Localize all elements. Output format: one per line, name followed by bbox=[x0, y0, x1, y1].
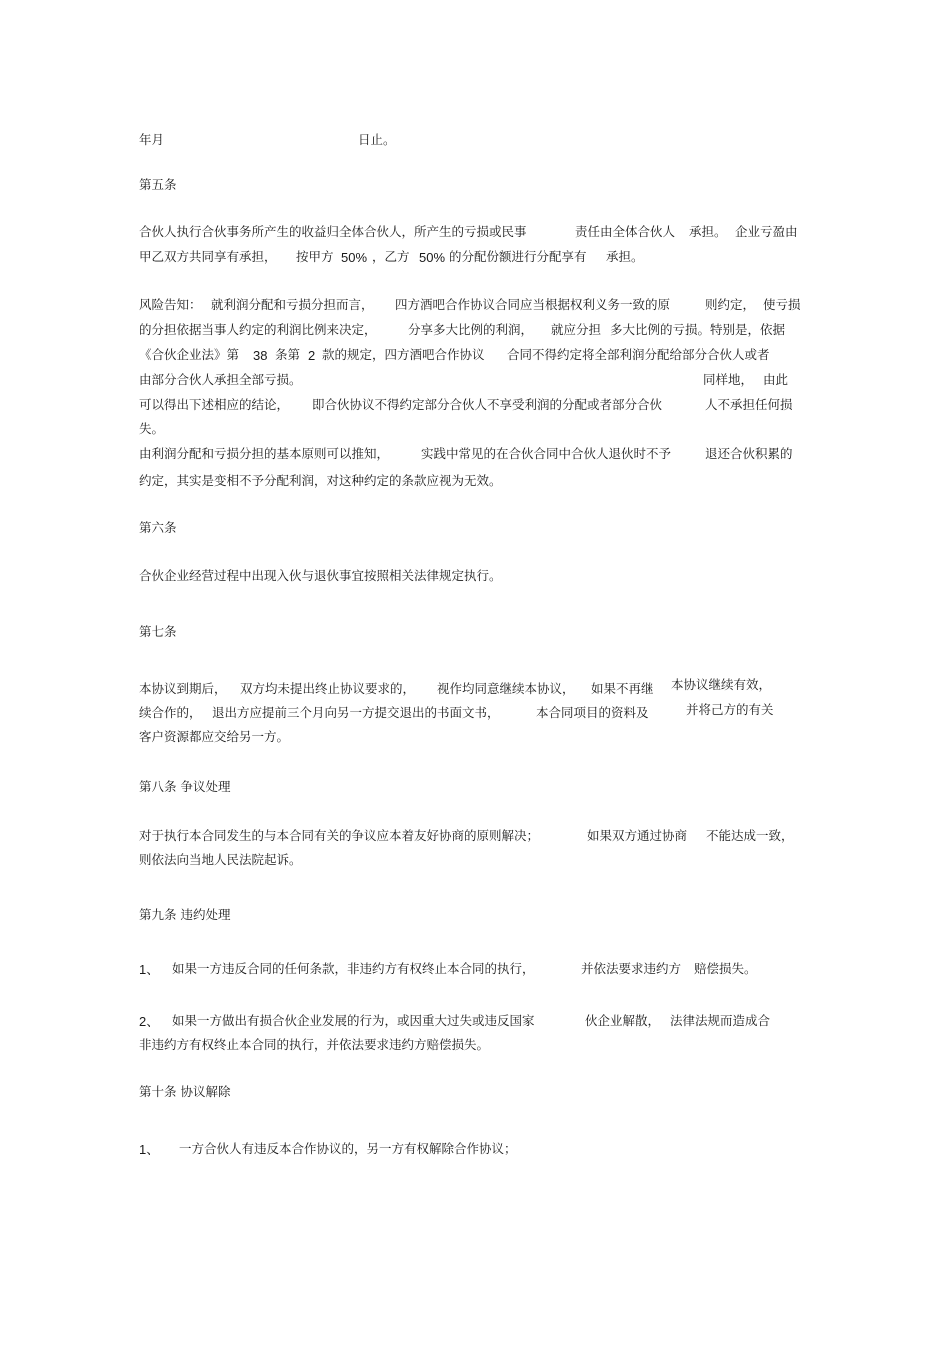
article-9-item-number: 1、 bbox=[139, 962, 160, 977]
risk-notice-text: 就应分担 bbox=[551, 322, 602, 337]
article-9-item-number: 2、 bbox=[139, 1014, 160, 1029]
law-article-number: 38 bbox=[253, 348, 268, 363]
risk-notice-text: 款的规定，四方酒吧合作协议 bbox=[322, 347, 485, 362]
article-10-heading: 第十条 协议解除 bbox=[139, 1084, 231, 1099]
risk-notice-text: 《合伙企业法》第 bbox=[139, 347, 240, 362]
article-7-text: 双方均未提出终止协议要求的， bbox=[240, 681, 416, 696]
party-b-share: 50% bbox=[419, 250, 446, 265]
risk-notice-text: 约定，其实是变相不予分配利润，对这种约定的条款应视为无效。 bbox=[139, 473, 502, 488]
law-clause-number: 2 bbox=[308, 348, 316, 363]
article-6-heading: 第六条 bbox=[139, 520, 177, 535]
risk-notice-text: 同样地， bbox=[703, 372, 754, 387]
article-9-item-text: 并依法要求违约方 bbox=[581, 961, 682, 976]
risk-notice-text: 由此 bbox=[763, 372, 789, 387]
risk-notice-text: 分享多大比例的利润， bbox=[408, 322, 534, 337]
risk-notice-text: 则约定， bbox=[705, 297, 756, 312]
risk-notice-text: 可以得出下述相应的结论， bbox=[139, 397, 290, 412]
risk-notice-label: 风险告知： bbox=[139, 297, 202, 312]
article-5-text: 责任由全体合伙人 bbox=[575, 224, 676, 239]
article-7-heading: 第七条 bbox=[139, 624, 177, 639]
risk-notice-text: 的分担依据当事人约定的利润比例来决定， bbox=[139, 322, 377, 337]
article-7-text: 如果不再继 bbox=[591, 681, 654, 696]
risk-notice-text: 使亏损 bbox=[763, 297, 801, 312]
article-9-item-text: 法律法规而造成合 bbox=[670, 1013, 771, 1028]
article-5-text: 的分配份额进行分配享有 bbox=[449, 249, 587, 264]
article-9-item-text: 非违约方有权终止本合同的执行，并依法要求违约方赔偿损失。 bbox=[139, 1037, 490, 1052]
article-9-heading: 第九条 违约处理 bbox=[139, 907, 231, 922]
article-6-text: 合伙企业经营过程中出现入伙与退伙事宜按照相关法律规定执行。 bbox=[139, 568, 502, 583]
article-7-text: 视作均同意继续本协议， bbox=[437, 681, 575, 696]
date-line-day: 日止。 bbox=[358, 132, 396, 147]
risk-notice-text: 即合伙协议不得约定部分合伙人不享受利润的分配或者部分合伙 bbox=[312, 397, 663, 412]
article-8-text: 则依法向当地人民法院起诉。 bbox=[139, 852, 302, 867]
article-8-text: 如果双方通过协商 bbox=[587, 828, 688, 843]
risk-notice-text: 多大比例的亏损。特别是，依据 bbox=[610, 322, 786, 337]
article-5-text: ，乙方 bbox=[372, 249, 410, 264]
article-10-item-text: 一方合伙人有违反本合作协议的，另一方有权解除合作协议； bbox=[179, 1141, 517, 1156]
risk-notice-text: 人不承担任何损 bbox=[705, 397, 793, 412]
risk-notice-text: 合同不得约定将全部利润分配给部分合伙人或者 bbox=[507, 347, 770, 362]
risk-notice-text: 实践中常见的在合伙合同中合伙人退伙时不予 bbox=[421, 446, 672, 461]
article-9-item-text: 如果一方做出有损合伙企业发展的行为，或因重大过失或违反国家 bbox=[172, 1013, 535, 1028]
article-5-heading: 第五条 bbox=[139, 177, 177, 192]
risk-notice-text: 由利润分配和亏损分担的基本原则可以推知， bbox=[139, 446, 390, 461]
article-7-text: 本合同项目的资料及 bbox=[536, 705, 649, 720]
article-7-text: 客户资源都应交给另一方。 bbox=[139, 729, 290, 744]
risk-notice-text: 退还合伙积累的 bbox=[705, 446, 793, 461]
article-8-text: 不能达成一致， bbox=[706, 828, 794, 843]
article-5-text: 承担。 bbox=[606, 249, 644, 264]
party-a-share: 50% bbox=[341, 250, 368, 265]
article-7-text: 本协议继续有效， bbox=[671, 677, 772, 692]
article-7-text: 并将己方的有关 bbox=[686, 702, 774, 717]
article-7-text: 退出方应提前三个月向另一方提交退出的书面文书， bbox=[212, 705, 500, 720]
article-5-text: 企业亏盈由 bbox=[735, 224, 798, 239]
risk-notice-text: 条第 bbox=[275, 347, 301, 362]
article-8-text: 对于执行本合同发生的与本合同有关的争议应本着友好协商的原则解决； bbox=[139, 828, 540, 843]
article-5-text: 按甲方 bbox=[296, 249, 334, 264]
article-5-text: 承担。 bbox=[689, 224, 727, 239]
risk-notice-text: 四方酒吧合作协议合同应当根据权利义务一致的原 bbox=[395, 297, 671, 312]
article-7-text: 续合作的， bbox=[139, 705, 202, 720]
article-9-item-text: 如果一方违反合同的任何条款，非违约方有权终止本合同的执行， bbox=[172, 961, 535, 976]
article-7-text: 本协议到期后， bbox=[139, 681, 227, 696]
risk-notice-text: 失。 bbox=[139, 421, 165, 436]
risk-notice-text: 由部分合伙人承担全部亏损。 bbox=[139, 372, 302, 387]
date-line-year-month: 年月 bbox=[139, 132, 165, 147]
article-9-item-text: 伙企业解散， bbox=[585, 1013, 661, 1028]
risk-notice-text: 就利润分配和亏损分担而言， bbox=[211, 297, 374, 312]
article-9-item-text: 赔偿损失。 bbox=[694, 961, 757, 976]
article-5-text: 合伙人执行合伙事务所产生的收益归全体合伙人，所产生的亏损或民事 bbox=[139, 224, 527, 239]
article-8-heading: 第八条 争议处理 bbox=[139, 779, 231, 794]
article-10-item-number: 1、 bbox=[139, 1142, 160, 1157]
article-5-text: 甲乙双方共同享有承担， bbox=[139, 249, 277, 264]
